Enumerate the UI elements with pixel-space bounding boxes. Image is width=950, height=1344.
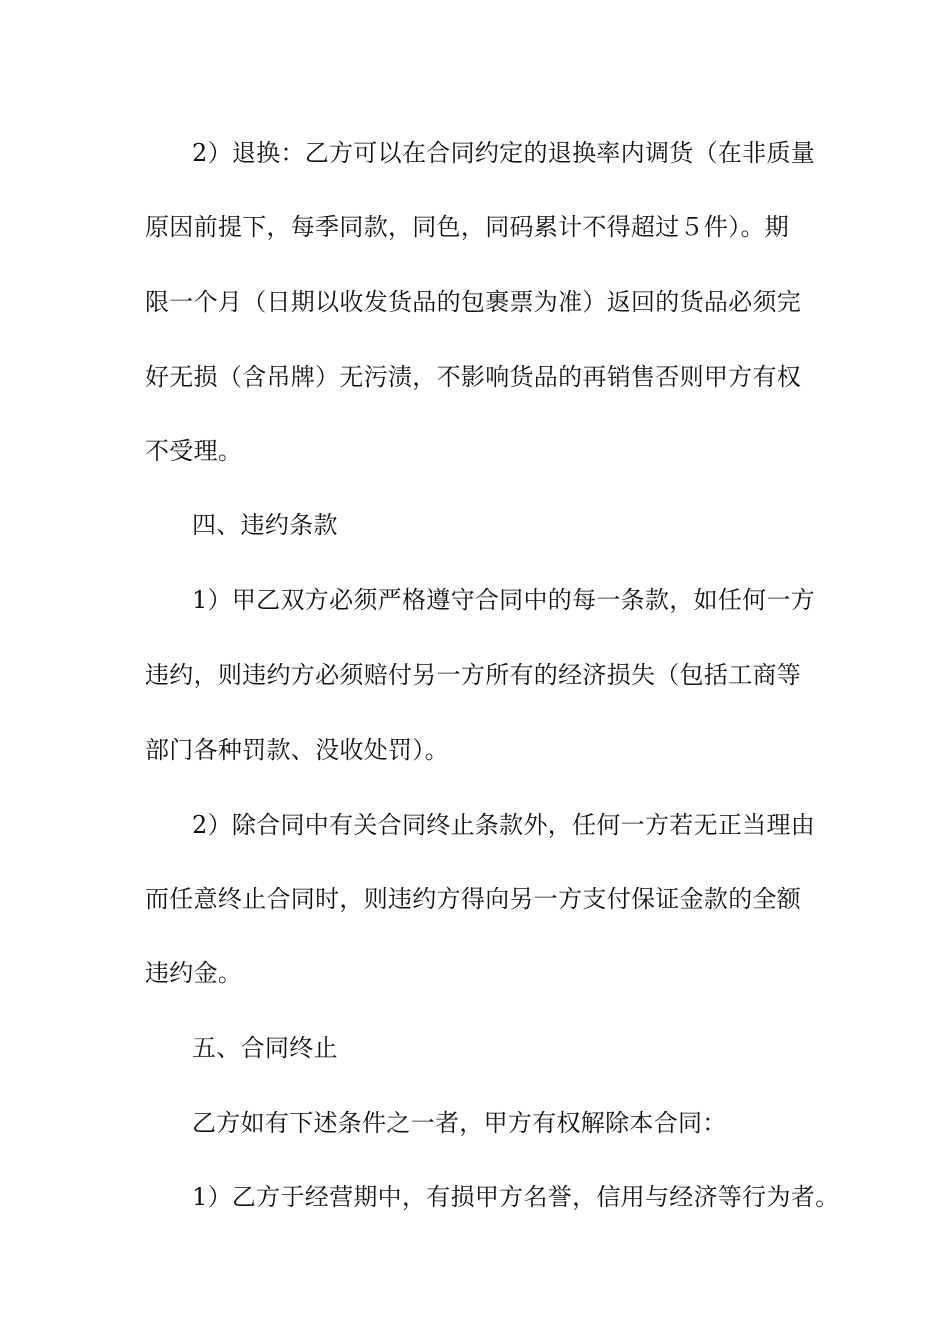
paragraph-line: 1）乙方于经营期中，有损甲方名誉，信用与经济等行为者。 [192,1183,840,1211]
paragraph-line: 原因前提下，每季同款，同色，同码累计不得超过５件）。期 [145,213,790,241]
paragraph-line: 限一个月（日期以收发货品的包裹票为准）返回的货品必须完 [145,288,802,316]
paragraph-line: 违约，则违约方必须赔付另一方所有的经济损失（包括工商等 [145,661,802,689]
paragraph-line: 违约金。 [145,959,243,987]
paragraph-line: 好无损（含吊牌）无污渍，不影响货品的再销售否则甲方有权 [145,363,802,391]
paragraph-line: 而任意终止合同时，则违约方得向另一方支付保证金款的全额 [145,885,802,913]
paragraph-line: 2）除合同中有关合同终止条款外，任何一方若无正当理由 [192,811,816,839]
section-heading: 五、合同终止 [192,1034,338,1062]
paragraph-line: 乙方如有下述条件之一者，甲方有权解除本合同： [192,1109,727,1137]
paragraph-line: 1）甲乙双方必须严格遵守合同中的每一条款，如任何一方 [192,586,816,614]
section-heading: 四、违约条款 [192,511,338,539]
paragraph-line: 不受理。 [145,437,243,465]
paragraph-line: 部门各种罚款、没收处罚）。 [145,736,449,764]
paragraph-line: 2）退换：乙方可以在合同约定的退换率内调货（在非质量 [192,139,816,167]
